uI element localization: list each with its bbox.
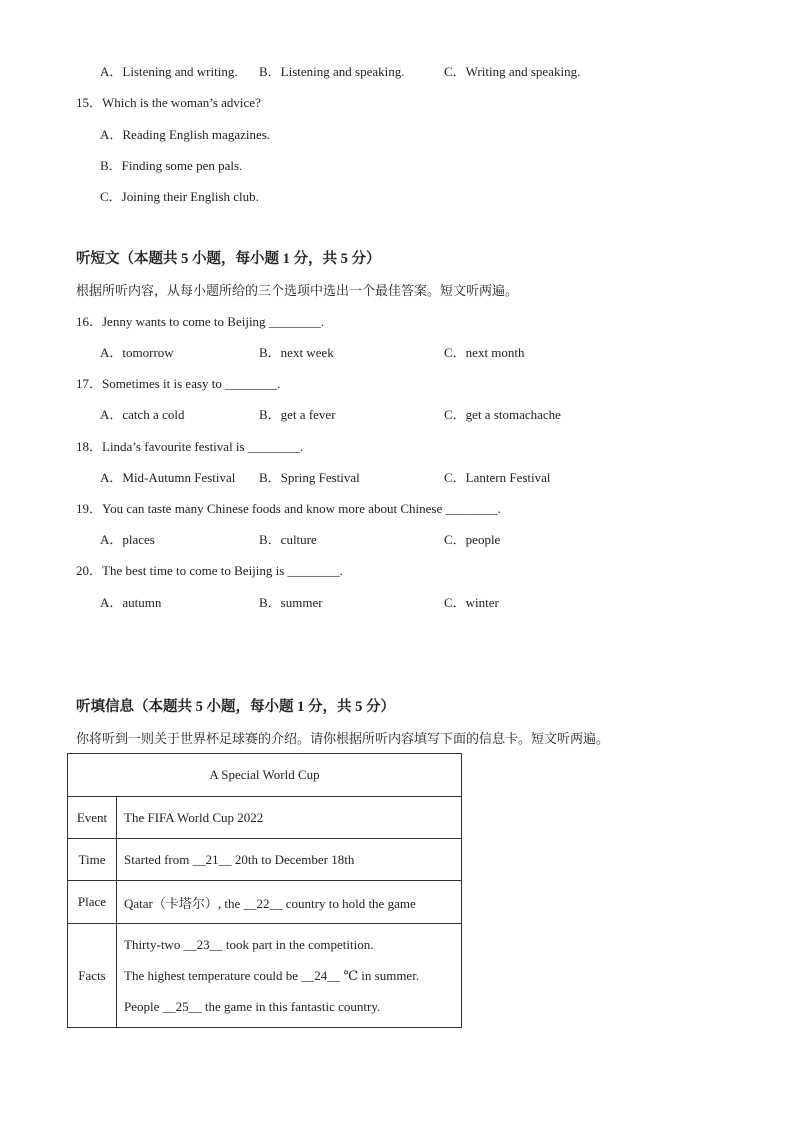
q15-option-c: C．Joining their English club. (100, 189, 259, 204)
q18-option-b: B．Spring Festival (259, 470, 360, 485)
q17-question: 17．Sometimes it is easy to ________. (76, 376, 281, 391)
q14-option-c: C．Writing and speaking. (444, 64, 581, 79)
q16-option-b: B．next week (259, 345, 334, 360)
q20-option-a: A．autumn (100, 595, 162, 610)
facts-value (117, 924, 462, 1028)
q19-question: 19．You can taste many Chinese foods and know more about Chinese ________. (76, 501, 501, 516)
q14-option-b: B．Listening and speaking. (259, 64, 405, 79)
fact1-text-pre: Thirty-two (124, 937, 184, 952)
q17-option-b: B．get a fever (259, 407, 336, 422)
blank-22[interactable]: __22__ (243, 895, 283, 911)
time-label: Time (68, 839, 117, 881)
fact3-text-pre: People (124, 999, 163, 1014)
section-instruction-short-passage: 根据所听内容，从每小题所给的三个选项中选出一个最佳答案。短文听两遍。 (76, 283, 519, 298)
q19-option-a: A．places (100, 532, 155, 547)
q20-question: 20．The best time to come to Beijing is ________. (76, 563, 343, 578)
fact1-text-post: took part in the competition. (222, 937, 374, 952)
info-card-title: A Special World Cup (68, 754, 462, 797)
q16-question: 16．Jenny wants to come to Beijing ________. (76, 314, 325, 329)
info-card-table (67, 753, 462, 1028)
blank-24[interactable]: __24__ (301, 968, 341, 983)
event-value: The FIFA World Cup 2022 (117, 797, 462, 839)
place-text-post: country to hold the game (282, 895, 416, 911)
q17-option-a: A．catch a cold (100, 407, 185, 422)
blank-23[interactable]: __23__ (183, 937, 223, 952)
fact2-text-post: ℃ in summer. (340, 968, 420, 983)
q15-question: 15．Which is the woman’s advice? (76, 95, 261, 110)
facts-label: Facts (68, 924, 117, 1028)
q18-option-c: C．Lantern Festival (444, 470, 551, 485)
q19-option-b: B．culture (259, 532, 317, 547)
place-value (117, 881, 462, 924)
fact2-text-pre: The highest temperature could be (124, 968, 302, 983)
q15-option-b: B．Finding some pen pals. (100, 158, 243, 173)
q19-option-c: C．people (444, 532, 501, 547)
fact-line-2 (124, 960, 461, 991)
time-value (117, 839, 462, 881)
place-text-pre: Qatar（卡塔尔）, the (124, 895, 244, 911)
place-label: Place (68, 881, 117, 924)
q14-option-a: A．Listening and writing. (100, 64, 238, 79)
section-heading-short-passage: 听短文（本题共 5 小题，每小题 1 分，共 5 分） (76, 251, 381, 267)
q20-option-b: B．summer (259, 595, 323, 610)
blank-25[interactable]: __25__ (162, 999, 202, 1014)
q15-option-a: A．Reading English magazines. (100, 127, 271, 142)
section-instruction-info-fill: 你将听到一则关于世界杯足球赛的介绍。请你根据所听内容填写下面的信息卡。短文听两遍。 (76, 731, 610, 746)
fact3-text-post: the game in this fantastic country. (201, 999, 381, 1014)
q18-question: 18．Linda’s favourite festival is ________. (76, 439, 304, 454)
q16-option-a: A．tomorrow (100, 345, 174, 360)
q17-option-c: C．get a stomachache (444, 407, 561, 422)
fact-line-1 (124, 929, 461, 960)
q18-option-a: A．Mid-Autumn Festival (100, 470, 236, 485)
section-heading-info-fill: 听填信息（本题共 5 小题，每小题 1 分，共 5 分） (76, 699, 395, 715)
time-text-pre: Started from (124, 851, 193, 867)
blank-21[interactable]: __21__ (192, 851, 232, 867)
q16-option-c: C．next month (444, 345, 525, 360)
time-text-post: 20th to December 18th (231, 851, 355, 867)
fact-line-3 (124, 991, 461, 1022)
event-label: Event (68, 797, 117, 839)
q20-option-c: C．winter (444, 595, 499, 610)
